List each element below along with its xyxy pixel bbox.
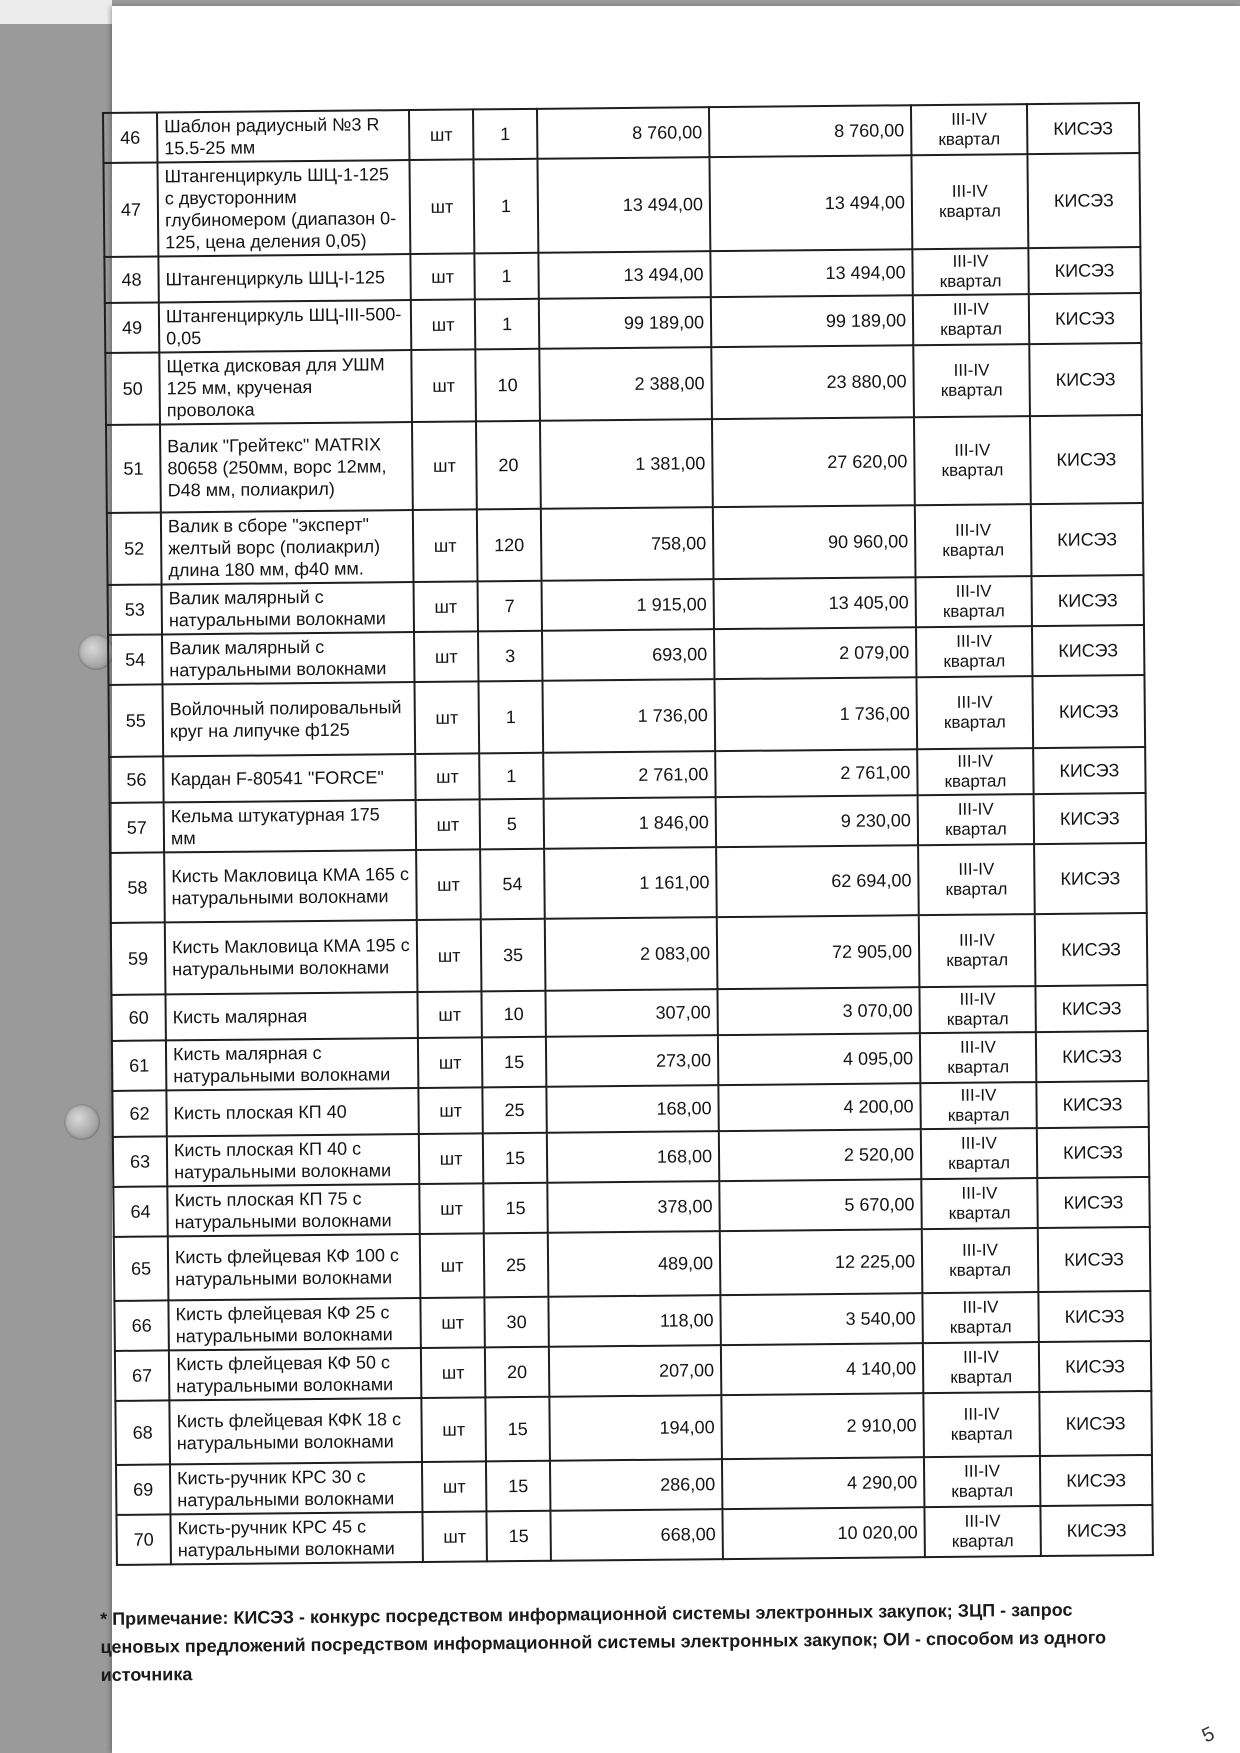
cell-total: 2 910,00 bbox=[721, 1393, 924, 1459]
cell-method: КИСЭЗ bbox=[1037, 1177, 1149, 1228]
cell-name: Войлочный полировальный круг на липучке ф125 bbox=[162, 682, 415, 756]
cell-num: 54 bbox=[108, 634, 162, 685]
cell-price: 1 915,00 bbox=[542, 579, 714, 631]
cell-price: 1 161,00 bbox=[544, 847, 717, 919]
cell-num: 50 bbox=[105, 352, 160, 425]
cell-num: 56 bbox=[109, 756, 163, 803]
cell-period: III-IV квартал bbox=[911, 104, 1027, 155]
cell-name: Кисть флейцевая КФ 25 с натуральными волокнами bbox=[168, 1298, 420, 1350]
cell-price: 2 761,00 bbox=[543, 751, 715, 799]
cell-price: 168,00 bbox=[547, 1131, 719, 1183]
cell-num: 67 bbox=[115, 1350, 169, 1401]
cell-method: КИСЭЗ bbox=[1036, 1081, 1148, 1128]
table-row bbox=[106, 415, 1143, 513]
cell-price: 194,00 bbox=[549, 1395, 722, 1461]
cell-name: Валик малярный с натуральными волокнами bbox=[162, 582, 414, 634]
cell-unit: шт bbox=[414, 681, 479, 754]
table-row bbox=[109, 675, 1146, 757]
cell-period: III-IV квартал bbox=[916, 626, 1032, 677]
cell-name: Штангенциркуль ШЦ-I-125 bbox=[158, 254, 410, 302]
cell-total: 2 520,00 bbox=[719, 1129, 921, 1181]
cell-qty: 7 bbox=[478, 581, 542, 632]
cell-total: 3 070,00 bbox=[717, 987, 919, 1035]
cell-price: 99 189,00 bbox=[539, 297, 711, 349]
cell-total: 27 620,00 bbox=[712, 417, 915, 507]
cell-num: 51 bbox=[106, 424, 161, 513]
cell-qty: 3 bbox=[478, 631, 542, 682]
cell-total: 13 494,00 bbox=[709, 155, 912, 251]
cell-num: 48 bbox=[104, 256, 158, 303]
cell-method: КИСЭЗ bbox=[1027, 103, 1139, 154]
cell-period: III-IV квартал bbox=[915, 504, 1032, 577]
table-row bbox=[107, 503, 1144, 585]
cell-qty: 120 bbox=[477, 509, 542, 582]
cell-method: КИСЭЗ bbox=[1039, 1341, 1151, 1392]
cell-num: 68 bbox=[115, 1400, 170, 1465]
cell-price: 2 388,00 bbox=[539, 347, 712, 421]
punch-hole-bottom bbox=[64, 1104, 100, 1140]
cell-period: III-IV квартал bbox=[921, 1128, 1037, 1179]
cell-method: КИСЭЗ bbox=[1040, 1505, 1152, 1556]
cell-period: III-IV квартал bbox=[912, 248, 1028, 295]
cell-price: 489,00 bbox=[548, 1231, 721, 1297]
cell-period: III-IV квартал bbox=[913, 294, 1029, 345]
cell-method: КИСЭЗ bbox=[1039, 1391, 1152, 1456]
cell-unit: шт bbox=[419, 1133, 483, 1184]
cell-num: 65 bbox=[114, 1236, 169, 1301]
cell-method: КИСЭЗ bbox=[1031, 503, 1144, 576]
cell-qty: 15 bbox=[483, 1183, 547, 1234]
cell-period: III-IV квартал bbox=[922, 1292, 1038, 1343]
cell-total: 5 670,00 bbox=[719, 1179, 921, 1231]
cell-qty: 30 bbox=[484, 1297, 548, 1348]
cell-unit: шт bbox=[413, 509, 478, 582]
table-row bbox=[105, 343, 1142, 425]
cell-total: 4 140,00 bbox=[721, 1343, 923, 1395]
cell-period: III-IV квартал bbox=[923, 1342, 1039, 1393]
cell-total: 3 540,00 bbox=[720, 1293, 922, 1345]
cell-period: III-IV квартал bbox=[918, 794, 1034, 845]
cell-unit: шт bbox=[422, 1511, 486, 1562]
cell-num: 52 bbox=[107, 512, 162, 585]
cell-unit: шт bbox=[417, 919, 482, 992]
cell-name: Штангенциркуль ШЦ-1-125 с двусторонним глубиномером (диапазон 0-125, цена деления 0,05) bbox=[157, 160, 410, 256]
cell-unit: шт bbox=[411, 349, 476, 422]
cell-price: 1 736,00 bbox=[542, 679, 715, 753]
table-row bbox=[116, 1505, 1152, 1565]
cell-total: 99 189,00 bbox=[711, 295, 913, 347]
cell-name: Кисть плоская КП 75 с натуральными волокнами bbox=[167, 1184, 419, 1236]
cell-name: Щетка дисковая для УШМ 125 мм, крученая проволока bbox=[159, 350, 412, 424]
cell-total: 62 694,00 bbox=[716, 845, 919, 917]
cell-name: Кисть флейцевая КФК 18 с натуральными волокнами bbox=[169, 1398, 422, 1464]
cell-price: 1 846,00 bbox=[544, 797, 716, 849]
cell-qty: 20 bbox=[476, 421, 541, 510]
cell-qty: 1 bbox=[473, 109, 537, 160]
cell-unit: шт bbox=[422, 1461, 486, 1512]
cell-method: КИСЭЗ bbox=[1027, 153, 1140, 248]
cell-qty: 54 bbox=[480, 849, 545, 920]
cell-qty: 15 bbox=[483, 1133, 547, 1184]
cell-qty: 25 bbox=[482, 1087, 546, 1134]
cell-period: III-IV квартал bbox=[913, 344, 1030, 417]
cell-price: 2 083,00 bbox=[545, 917, 718, 991]
cell-unit: шт bbox=[412, 421, 477, 510]
cell-price: 207,00 bbox=[549, 1345, 721, 1397]
cell-unit: шт bbox=[414, 631, 478, 682]
cell-name: Штангенциркуль ШЦ-III-500-0,05 bbox=[159, 300, 411, 352]
cell-total: 2 079,00 bbox=[714, 627, 916, 679]
cell-price: 273,00 bbox=[546, 1035, 718, 1087]
cell-unit: шт bbox=[411, 299, 475, 350]
cell-total: 90 960,00 bbox=[713, 505, 916, 579]
cell-unit: шт bbox=[416, 849, 481, 920]
cell-price: 118,00 bbox=[548, 1295, 720, 1347]
cell-unit: шт bbox=[410, 253, 474, 300]
cell-total: 10 020,00 bbox=[722, 1507, 924, 1559]
cell-qty: 10 bbox=[481, 991, 545, 1038]
cell-name: Кисть-ручник КРС 45 с натуральными волокнами bbox=[170, 1512, 422, 1564]
cell-qty: 15 bbox=[486, 1511, 550, 1562]
cell-total: 9 230,00 bbox=[716, 795, 918, 847]
cell-qty: 25 bbox=[484, 1233, 549, 1298]
cell-unit: шт bbox=[418, 1087, 482, 1134]
cell-name: Кисть плоская КП 40 bbox=[166, 1088, 418, 1136]
cell-unit: шт bbox=[421, 1347, 485, 1398]
cell-price: 307,00 bbox=[545, 989, 717, 1037]
cell-period: III-IV квартал bbox=[916, 676, 1033, 749]
cell-unit: шт bbox=[420, 1297, 484, 1348]
cell-period: III-IV квартал bbox=[924, 1506, 1040, 1557]
cell-name: Кардан F-80541 "FORCE" bbox=[163, 754, 415, 802]
cell-method: КИСЭЗ bbox=[1029, 293, 1141, 344]
cell-unit: шт bbox=[418, 1037, 482, 1088]
cell-period: III-IV квартал bbox=[920, 1082, 1036, 1129]
scan-background-strip bbox=[0, 0, 112, 24]
cell-num: 47 bbox=[103, 162, 158, 257]
cell-period: III-IV квартал bbox=[911, 154, 1028, 249]
cell-name: Кельма штукатурная 175 мм bbox=[164, 800, 416, 852]
cell-num: 70 bbox=[116, 1514, 170, 1565]
cell-unit: шт bbox=[409, 109, 473, 160]
cell-period: III-IV квартал bbox=[918, 844, 1035, 915]
cell-num: 64 bbox=[113, 1186, 167, 1237]
cell-qty: 5 bbox=[480, 799, 544, 850]
cell-method: КИСЭЗ bbox=[1032, 625, 1144, 676]
cell-method: КИСЭЗ bbox=[1040, 1455, 1152, 1506]
cell-method: КИСЭЗ bbox=[1032, 675, 1145, 748]
table-row bbox=[111, 913, 1148, 995]
table-row bbox=[115, 1391, 1152, 1465]
cell-unit: шт bbox=[409, 159, 474, 254]
cell-price: 758,00 bbox=[541, 507, 714, 581]
cell-method: КИСЭЗ bbox=[1031, 575, 1143, 626]
cell-price: 693,00 bbox=[542, 629, 714, 681]
cell-num: 63 bbox=[113, 1136, 167, 1187]
cell-period: III-IV квартал bbox=[914, 416, 1031, 505]
cell-num: 49 bbox=[105, 302, 159, 353]
cell-name: Кисть Макловица КМА 195 с натуральными волокнами bbox=[165, 920, 418, 994]
cell-qty: 15 bbox=[486, 1461, 550, 1512]
cell-method: КИСЭЗ bbox=[1038, 1227, 1151, 1292]
cell-method: КИСЭЗ bbox=[1028, 247, 1140, 294]
cell-name: Кисть-ручник КРС 30 с натуральными волокнами bbox=[170, 1462, 422, 1514]
table-body bbox=[103, 103, 1153, 1565]
cell-qty: 1 bbox=[475, 299, 539, 350]
procurement-table bbox=[102, 102, 1154, 1566]
cell-price: 168,00 bbox=[546, 1085, 718, 1133]
cell-total: 13 494,00 bbox=[710, 249, 912, 297]
cell-method: КИСЭЗ bbox=[1034, 793, 1146, 844]
cell-num: 62 bbox=[112, 1090, 166, 1137]
cell-qty: 1 bbox=[478, 681, 543, 754]
cell-price: 13 494,00 bbox=[538, 251, 710, 299]
cell-unit: шт bbox=[415, 753, 479, 800]
cell-total: 2 761,00 bbox=[715, 749, 917, 797]
cell-unit: шт bbox=[420, 1233, 485, 1298]
procurement-table-wrapper bbox=[102, 102, 1152, 1566]
cell-method: КИСЭЗ bbox=[1035, 913, 1148, 986]
cell-name: Шаблон радиусный №3 R 15.5-25 мм bbox=[157, 110, 409, 162]
cell-unit: шт bbox=[414, 581, 478, 632]
cell-method: КИСЭЗ bbox=[1033, 747, 1145, 794]
cell-name: Валик "Грейтекс" MATRIX 80658 (250мм, ворс 12мм, D48 мм, полиакрил) bbox=[160, 422, 413, 512]
cell-method: КИСЭЗ bbox=[1034, 843, 1147, 914]
cell-price: 8 760,00 bbox=[537, 107, 709, 159]
cell-period: III-IV квартал bbox=[920, 1032, 1036, 1083]
cell-name: Кисть Макловица КМА 165 с натуральными волокнами bbox=[164, 850, 417, 922]
cell-price: 1 381,00 bbox=[540, 419, 713, 509]
cell-price: 378,00 bbox=[547, 1181, 719, 1233]
cell-num: 57 bbox=[110, 802, 164, 853]
cell-method: КИСЭЗ bbox=[1036, 1031, 1148, 1082]
cell-price: 13 494,00 bbox=[537, 157, 710, 253]
footnote: * Примечание: КИСЭЗ - конкурс посредством информационной системы электронных закупок; ЗЦП - запрос ценовых предложений посредством информационной системы электронных закупок; ОИ - способом из одного источника bbox=[100, 1599, 1107, 1685]
cell-total: 4 200,00 bbox=[718, 1083, 920, 1131]
cell-total: 23 880,00 bbox=[711, 345, 914, 419]
cell-num: 66 bbox=[114, 1300, 168, 1351]
cell-unit: шт bbox=[421, 1397, 486, 1462]
cell-num: 58 bbox=[110, 852, 165, 923]
cell-name: Валик малярный с натуральными волокнами bbox=[162, 632, 414, 684]
cell-unit: шт bbox=[417, 991, 481, 1038]
cell-name: Кисть флейцевая КФ 100 с натуральными волокнами bbox=[168, 1234, 421, 1300]
cell-method: КИСЭЗ bbox=[1035, 985, 1147, 1032]
cell-qty: 15 bbox=[482, 1037, 546, 1088]
cell-num: 60 bbox=[111, 994, 165, 1041]
cell-method: КИСЭЗ bbox=[1030, 415, 1143, 504]
cell-period: III-IV квартал bbox=[922, 1228, 1039, 1293]
cell-name: Кисть малярная bbox=[165, 992, 417, 1040]
cell-name: Кисть плоская КП 40 с натуральными волокнами bbox=[167, 1134, 419, 1186]
cell-period: III-IV квартал bbox=[921, 1178, 1037, 1229]
cell-qty: 15 bbox=[485, 1397, 550, 1462]
cell-period: III-IV квартал bbox=[924, 1456, 1040, 1507]
cell-period: III-IV квартал bbox=[916, 576, 1032, 627]
cell-qty: 20 bbox=[485, 1347, 549, 1398]
table-row bbox=[114, 1227, 1151, 1301]
cell-name: Валик в сборе "эксперт" желтый ворс (полиакрил) длина 180 мм, ф40 мм. bbox=[161, 510, 414, 584]
cell-qty: 1 bbox=[473, 159, 538, 254]
cell-total: 1 736,00 bbox=[714, 677, 917, 751]
cell-total: 4 095,00 bbox=[718, 1033, 920, 1085]
cell-name: Кисть малярная с натуральными волокнами bbox=[166, 1038, 418, 1090]
cell-period: III-IV квартал bbox=[919, 914, 1036, 987]
cell-total: 8 760,00 bbox=[709, 105, 911, 157]
cell-period: III-IV квартал bbox=[919, 986, 1035, 1033]
cell-period: III-IV квартал bbox=[917, 748, 1033, 795]
cell-num: 69 bbox=[116, 1464, 170, 1515]
table-row bbox=[103, 153, 1140, 257]
cell-num: 46 bbox=[103, 112, 157, 163]
cell-name: Кисть флейцевая КФ 50 с натуральными волокнами bbox=[169, 1348, 421, 1400]
cell-num: 59 bbox=[111, 922, 166, 995]
cell-price: 668,00 bbox=[550, 1509, 722, 1561]
cell-qty: 1 bbox=[479, 753, 543, 800]
cell-method: КИСЭЗ bbox=[1038, 1291, 1150, 1342]
cell-period: III-IV квартал bbox=[923, 1392, 1040, 1457]
cell-total: 13 405,00 bbox=[714, 577, 916, 629]
page-mark: 5 bbox=[1198, 1722, 1218, 1748]
cell-qty: 10 bbox=[475, 349, 540, 422]
cell-qty: 1 bbox=[474, 253, 538, 300]
cell-total: 12 225,00 bbox=[720, 1229, 923, 1295]
cell-num: 61 bbox=[112, 1040, 166, 1091]
table-row bbox=[110, 843, 1147, 923]
cell-unit: шт bbox=[416, 799, 480, 850]
cell-price: 286,00 bbox=[550, 1459, 722, 1511]
cell-total: 4 290,00 bbox=[722, 1457, 924, 1509]
cell-unit: шт bbox=[419, 1183, 483, 1234]
cell-total: 72 905,00 bbox=[717, 915, 920, 989]
cell-method: КИСЭЗ bbox=[1037, 1127, 1149, 1178]
cell-num: 53 bbox=[108, 584, 162, 635]
cell-qty: 35 bbox=[481, 919, 546, 992]
cell-method: КИСЭЗ bbox=[1029, 343, 1142, 416]
cell-num: 55 bbox=[109, 684, 164, 757]
